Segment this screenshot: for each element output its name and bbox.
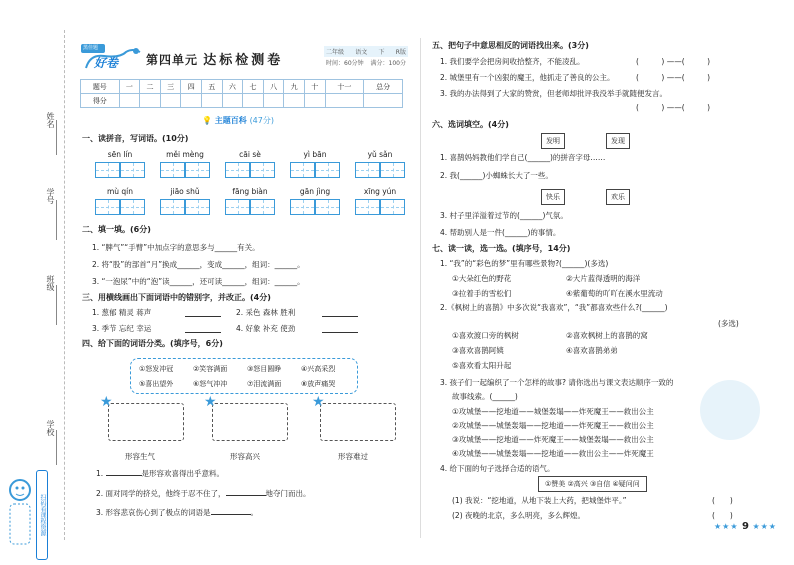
question-line: 2.《枫树上的喜鹊》中多次说“我喜欢”，“我”都喜欢些什么?(______) bbox=[440, 303, 668, 312]
choice[interactable]: ①大朵红色的野花 bbox=[452, 274, 512, 283]
score-cell[interactable] bbox=[202, 94, 223, 108]
term-label: 下 bbox=[378, 49, 385, 56]
category-caption: 形容生气 bbox=[125, 452, 155, 461]
subject-label: 语文 bbox=[355, 49, 368, 56]
answer-blank[interactable] bbox=[211, 514, 251, 515]
mascot-icon bbox=[6, 470, 40, 560]
binding-margin bbox=[0, 0, 70, 565]
question-line: 3. “一泡尿”中的“泡”读______，还可读______，组词：______。 bbox=[92, 277, 305, 286]
score-cell: 一 bbox=[119, 80, 140, 94]
choice[interactable]: ②攻城堡——城堡轰塌——挖地道——炸死魔王——救出公主 bbox=[452, 421, 654, 430]
choice[interactable]: ①攻城堡——挖地道——城堡轰塌——炸死魔王——救出公主 bbox=[452, 407, 654, 416]
category-caption: 形容难过 bbox=[338, 452, 368, 461]
student-id-label: 学号 bbox=[46, 188, 55, 204]
choice[interactable]: ①喜欢渡口旁的枫树 bbox=[452, 331, 519, 340]
category-caption: 形容高兴 bbox=[230, 452, 260, 461]
answer-parens[interactable]: ( ) bbox=[712, 511, 733, 520]
score-cell: 题号 bbox=[81, 80, 120, 94]
answer-blank[interactable] bbox=[185, 316, 221, 317]
score-cell: 八 bbox=[263, 80, 284, 94]
choice[interactable]: ④紫葡萄的吖吖在溪水里流动 bbox=[566, 289, 663, 298]
theme-points: (47分) bbox=[249, 116, 274, 125]
pinyin: xīng yún bbox=[363, 187, 397, 196]
choice[interactable]: ④喜欢喜鹊弟弟 bbox=[566, 346, 618, 355]
score-cell[interactable] bbox=[119, 94, 140, 108]
pinyin: měi mèng bbox=[166, 150, 204, 159]
question-line: 1. “我”的“彩色的梦”里有哪些景物?(______)(多选) bbox=[440, 259, 609, 268]
question-line: 3. 我的办法得到了大家的赞赏，但老师却批评我没举手就随便发言。 bbox=[440, 89, 668, 98]
class-line bbox=[56, 285, 57, 325]
score-cell: 十一 bbox=[325, 80, 364, 94]
phrase: ⑧放声痛哭 bbox=[301, 380, 336, 388]
score-cell: 得分 bbox=[81, 94, 120, 108]
writing-grid[interactable] bbox=[95, 199, 145, 215]
pinyin: yì bān bbox=[303, 150, 327, 159]
pinyin: fāng biàn bbox=[232, 187, 268, 196]
school-line bbox=[56, 430, 57, 465]
writing-grid[interactable] bbox=[225, 162, 275, 178]
class-label: 班级 bbox=[46, 275, 55, 291]
qr-badge[interactable]: 扫码看课程资源 bbox=[36, 470, 48, 560]
choice[interactable]: ②喜欢枫树上的喜鹊的窝 bbox=[566, 331, 648, 340]
star-icon: ★ bbox=[312, 394, 325, 410]
score-cell[interactable] bbox=[263, 94, 284, 108]
phrase: ⑦泪流满面 bbox=[247, 380, 282, 388]
phrase: ⑥怒气冲冲 bbox=[193, 380, 228, 388]
score-cell[interactable] bbox=[222, 94, 243, 108]
time-label: 时间：60分钟 bbox=[326, 60, 364, 67]
answer-box[interactable] bbox=[212, 403, 288, 441]
page-number-value: 9 bbox=[742, 521, 749, 532]
phrase-box bbox=[130, 358, 358, 394]
choice[interactable]: ②大片蓝得透明的海洋 bbox=[566, 274, 641, 283]
score-label: 满分：100分 bbox=[370, 60, 406, 67]
score-cell[interactable] bbox=[140, 94, 161, 108]
multi-note: (多选) bbox=[718, 319, 739, 328]
word-group: 4. 好象 补充 使劲 bbox=[236, 324, 296, 333]
grade-info bbox=[324, 46, 408, 68]
phrase: ⑤喜出望外 bbox=[139, 380, 174, 388]
phrase: ④兴高采烈 bbox=[301, 365, 336, 373]
column-divider bbox=[420, 38, 421, 538]
score-cell[interactable] bbox=[243, 94, 264, 108]
answer-blank[interactable] bbox=[106, 475, 142, 476]
answer-parens[interactable]: ( ) ——( ) bbox=[636, 73, 711, 82]
question-line: 3. 村子里洋溢着过节的(______)气氛。 bbox=[440, 211, 568, 220]
answer-parens[interactable]: ( ) ——( ) bbox=[636, 103, 711, 112]
word-group: 2. 采色 森林 胜利 bbox=[236, 308, 296, 317]
page-title bbox=[146, 49, 283, 68]
star-icon: ★ bbox=[100, 394, 113, 410]
answer-blank[interactable] bbox=[322, 332, 358, 333]
word-group: 1. 葱郁 精灵 蒋声 bbox=[92, 308, 152, 317]
section-4-title: 四、给下面的词语分类。(填序号，6分) bbox=[82, 339, 223, 348]
score-cell[interactable] bbox=[364, 94, 403, 108]
question-line: 4. 给下面的句子选择合适的语气。 bbox=[440, 464, 555, 473]
writing-grid[interactable] bbox=[95, 162, 145, 178]
answer-parens[interactable]: ( ) ——( ) bbox=[636, 57, 711, 66]
question-line: 2. 将“股”的部首“月”换成______，变成______，组词：______。 bbox=[92, 260, 305, 269]
answer-blank[interactable] bbox=[185, 332, 221, 333]
writing-grid[interactable] bbox=[160, 162, 210, 178]
writing-grid[interactable] bbox=[290, 199, 340, 215]
score-cell: 三 bbox=[160, 80, 181, 94]
decor-dots-right: ★★★ bbox=[752, 522, 777, 531]
writing-grid[interactable] bbox=[355, 162, 405, 178]
pinyin: gān jìng bbox=[299, 187, 331, 196]
question-line: 2. 我(______)小蜘蛛长大了一些。 bbox=[440, 171, 553, 180]
cut-line bbox=[64, 30, 65, 540]
question-line: 故事线索。(______) bbox=[452, 392, 518, 401]
lightbulb-icon: 💡 bbox=[202, 116, 212, 125]
choice[interactable]: ④攻城堡——城堡轰塌——挖地道——救出公主——炸死魔王 bbox=[452, 449, 654, 458]
page-number bbox=[714, 521, 777, 532]
school-label: 学校 bbox=[46, 420, 55, 436]
score-cell: 二 bbox=[140, 80, 161, 94]
choice[interactable]: ③喜欢喜鹊阿姨 bbox=[452, 346, 504, 355]
question-line: 3. 孩子们一起编织了一个怎样的故事? 请你选出与课文表达顺序一致的 bbox=[440, 378, 674, 387]
score-cell: 七 bbox=[243, 80, 264, 94]
id-line bbox=[56, 200, 57, 240]
pinyin: mù qín bbox=[106, 187, 134, 196]
section-7-title: 七、读一读，选一选。(填序号，14分) bbox=[432, 244, 571, 253]
score-cell[interactable] bbox=[325, 94, 364, 108]
name-line bbox=[56, 120, 57, 155]
question-line: 2. 城堡里有一个凶狠的魔王，他抓走了善良的公主。 bbox=[440, 73, 615, 82]
question-line: 2. 面对同学的挤兑，他终于忍不住了， 地夺门而出。 bbox=[96, 489, 311, 498]
word-option: 发明 bbox=[541, 133, 565, 149]
score-cell: 九 bbox=[284, 80, 305, 94]
writing-grid[interactable] bbox=[225, 199, 275, 215]
exam-header bbox=[80, 42, 410, 72]
pinyin: jiāo shǔ bbox=[170, 187, 200, 196]
question-line: 1. 喜鹊妈妈教他们学自己(______)的拼音字母…… bbox=[440, 153, 606, 162]
decor-dots-left: ★★★ bbox=[714, 522, 739, 531]
section-5-title: 五、把句子中意思相反的词语找出来。(3分) bbox=[432, 41, 589, 50]
score-cell[interactable] bbox=[160, 94, 181, 108]
score-cell: 十 bbox=[304, 80, 325, 94]
edition-label: R版 bbox=[395, 49, 406, 56]
writing-grid[interactable] bbox=[355, 199, 405, 215]
choice[interactable]: ③拉着手的雪松们 bbox=[452, 289, 512, 298]
name-label: 姓名 bbox=[46, 112, 55, 128]
word-option: 快乐 bbox=[541, 189, 565, 205]
question-line: 4. 帮助别人是一件(______)的事情。 bbox=[440, 228, 561, 237]
answer-box[interactable] bbox=[320, 403, 396, 441]
question-line: 1. 是形容欢喜得出乎意料。 bbox=[96, 469, 225, 478]
score-cell: 四 bbox=[181, 80, 202, 94]
word-group: 3. 季节 忘纪 幸运 bbox=[92, 324, 152, 333]
score-cell[interactable] bbox=[284, 94, 305, 108]
question-line: (2) 夜晚的北京，多么明亮，多么辉煌。 bbox=[452, 511, 586, 520]
pinyin: sēn lín bbox=[107, 150, 133, 159]
score-cell: 六 bbox=[222, 80, 243, 94]
score-cell[interactable] bbox=[181, 94, 202, 108]
question-line: (1) 我说：“挖地道，从地下装上大药，把城堡炸平。” bbox=[452, 496, 627, 505]
score-cell: 五 bbox=[202, 80, 223, 94]
pinyin: cāi sè bbox=[239, 150, 261, 159]
score-table bbox=[80, 79, 403, 108]
section-2-title: 二、填一填。(6分) bbox=[82, 225, 151, 234]
writing-grid[interactable] bbox=[290, 162, 340, 178]
theme-heading bbox=[202, 115, 274, 126]
watermark-logo bbox=[700, 380, 760, 440]
answer-blank[interactable] bbox=[322, 316, 358, 317]
exam-title: 达标检测卷 bbox=[203, 53, 284, 68]
question-line: 1. “脾气”“手臂”中加点字的意思多与______有关。 bbox=[92, 243, 260, 252]
phrase: ①怒发冲冠 bbox=[139, 365, 174, 373]
score-cell: 总分 bbox=[364, 80, 403, 94]
score-row-header bbox=[81, 80, 403, 94]
unit-label: 第四单元 bbox=[146, 53, 199, 67]
theme-title: 主题百科 bbox=[214, 116, 247, 125]
writing-grid[interactable] bbox=[160, 199, 210, 215]
section-3-title: 三、用横线画出下面词语中的错别字，并改正。(4分) bbox=[82, 293, 271, 302]
grade-label: 二年级 bbox=[326, 49, 345, 56]
brand-small: 黑佳题 bbox=[83, 45, 99, 51]
phrase: ②笑容满面 bbox=[193, 365, 228, 373]
choice[interactable]: ③攻城堡——挖地道——炸死魔王——城堡轰塌——救出公主 bbox=[452, 435, 654, 444]
word-option: 发现 bbox=[606, 133, 630, 149]
section-6-title: 六、选词填空。(4分) bbox=[432, 120, 509, 129]
tone-options: ①赞美 ②高兴 ③自信 ④疑问问 bbox=[538, 476, 647, 492]
star-icon: ★ bbox=[204, 394, 217, 410]
score-row-values bbox=[81, 94, 403, 108]
answer-parens[interactable]: ( ) bbox=[712, 496, 733, 505]
pinyin: yǔ sǎn bbox=[367, 150, 393, 159]
phrase: ③怒目圆睁 bbox=[247, 365, 282, 373]
choice[interactable]: ⑤喜欢看太阳升起 bbox=[452, 361, 512, 370]
question-line: 1. 我们要学会把房间收拾整齐，不能凌乱。 bbox=[440, 57, 585, 66]
answer-blank[interactable] bbox=[226, 495, 266, 496]
answer-box[interactable] bbox=[108, 403, 184, 441]
word-option: 欢乐 bbox=[606, 189, 630, 205]
score-cell[interactable] bbox=[304, 94, 325, 108]
brand-big: 好卷 bbox=[94, 56, 119, 70]
question-line: 3. 形容悲哀伤心到了极点的词语是 。 bbox=[96, 508, 259, 517]
section-1-title: 一、读拼音，写词语。(10分) bbox=[82, 134, 189, 143]
